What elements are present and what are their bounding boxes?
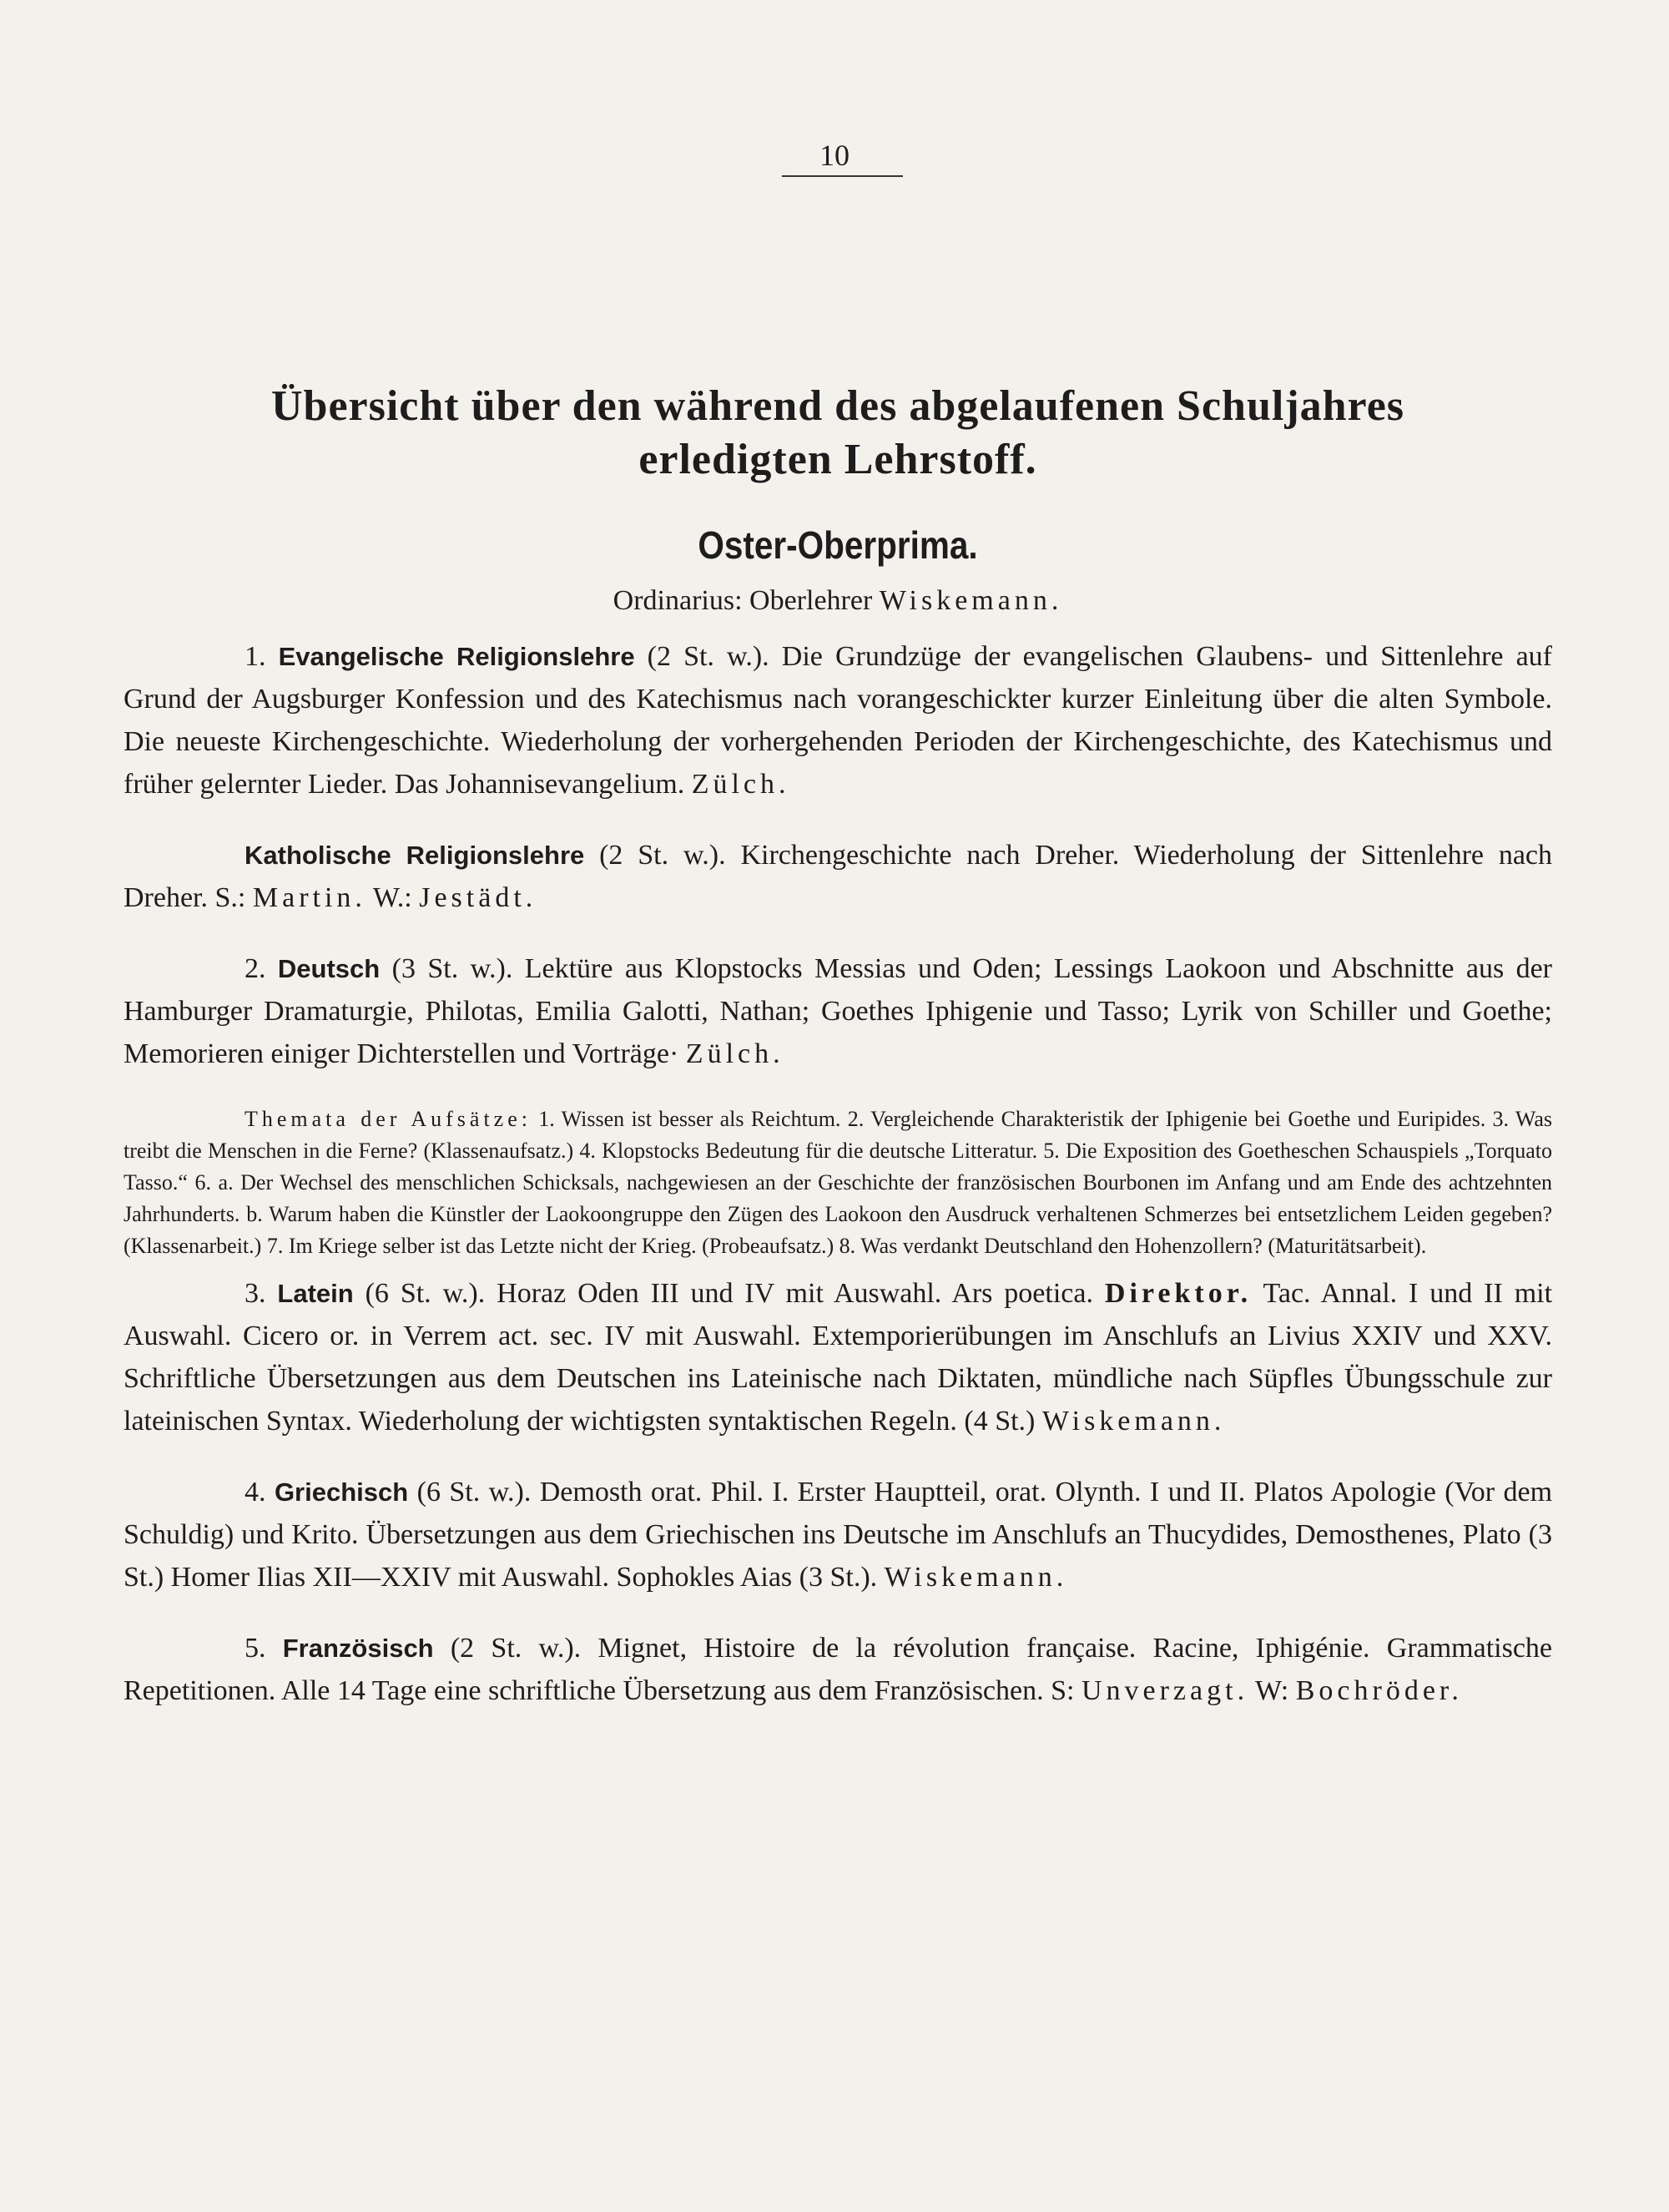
subject-text: (2 St. w.). Die Grundzüge der evangelischen Glaubens- und Sittenlehre auf Grund der Augsburger Konfession und des Katechismus nach vorangeschickter kurzer Einleitung über die alten Symbole. Die neueste Kirchengeschichte. Wiederholung der vorhergehenden Perioden der Kirchengeschichte, des Katechismus und früher gelernter Lieder. Das Johannisevangelium. <box>124 641 1552 800</box>
subject-religion-evangelisch <box>124 635 1552 806</box>
subject-name: Griechisch <box>274 1477 409 1507</box>
subject-name: Latein <box>277 1279 354 1308</box>
subject-number: 1. <box>245 641 266 672</box>
subject-text-part1: (6 St. w.). Horaz Oden III und IV mit Auswahl. Ars poetica. <box>365 1278 1093 1309</box>
ordinarius-label: Ordinarius: Oberlehrer <box>613 585 873 616</box>
main-title-line1: Übersicht über den während des abgelaufenen Schuljahres <box>270 382 1405 430</box>
essay-topics-text: 1. Wissen ist besser als Reichtum. 2. Vergleichende Charakteristik der Iphigenie bei Goethe und Euripides. 3. Was treibt die Menschen in die Ferne? (Klassenaufsatz.) 4. Klopstocks Bedeutung für die deutsche Litteratur. 5. Die Exposition des Goetheschen Schauspiels „Torquato Tasso.“ 6. a. Der Wechsel des menschlichen Schicksals, nachgewiesen an der Geschichte der französischen Bourbonen im Anfang und am Ende des achtzehnten Jahrhunderts. b. Warum haben die Künstler der Laokoongruppe den Zügen des Laokoon den Ausdruck verhaltenen Schmerzes bei entsetzlichem Leiden gegeben? (Klassenarbeit.) 7. Im Kriege selber ist das Letzte nicht der Krieg. (Probeaufsatz.) 8. Was verdankt Deutschland den Hohenzollern? (Maturitätsarbeit). <box>124 1107 1552 1258</box>
subject-text: (6 St. w.). Demosth orat. Phil. I. Erster Hauptteil, orat. Olynth. I und II. Platos Apologie (Vor dem Schuldig) und Krito. Übersetzungen aus dem Griechischen ins Deutsche im Anschlufs an Thucydides, Demosthenes, Plato (3 St.) Homer Ilias XII—XXIV mit Auswahl. Sophokles Aias (3 St.). <box>124 1477 1553 1593</box>
teacher-winter-label: W.: <box>372 882 412 913</box>
subject-teacher: Zülch. <box>685 1038 784 1069</box>
subject-name: Katholische Religionslehre <box>245 841 585 870</box>
subject-name: Französisch <box>282 1634 434 1663</box>
main-title <box>124 380 1552 487</box>
teacher-summer: Unverzagt. <box>1081 1675 1249 1706</box>
subject-religion-katholisch <box>124 834 1552 919</box>
subject-text: (3 St. w.). Lektüre aus Klopstocks Messias und Oden; Lessings Laokoon und Abschnitte aus der Hamburger Dramaturgie, Philotas, Emilia Galotti, Nathan; Goethes Iphigenie und Tasso; Lyrik von Schiller und Goethe; Memorieren einiger Dichterstellen und Vorträge· <box>124 953 1553 1069</box>
teacher-winter: Jestädt. <box>419 882 537 913</box>
subject-teacher-director: Direktor. <box>1104 1278 1253 1309</box>
class-title: Oster-Oberprima. <box>698 523 978 567</box>
subject-text: (2 St. w.). Kirchengeschichte nach Dreher. Wiederholung der Sittenlehre nach Dreher. <box>124 840 1553 913</box>
subject-number: 3. <box>245 1278 266 1309</box>
subject-number: 2. <box>245 953 266 984</box>
subject-teacher: Wiskemann. <box>884 1562 1068 1593</box>
ordinarius-line <box>124 582 1552 620</box>
main-title-line2: erledigten Lehrstoff. <box>638 436 1037 483</box>
teacher-winter: Bochröder. <box>1295 1675 1463 1706</box>
subject-text: (2 St. w.). Mignet, Histoire de la révolution française. Racine, Iphigénie. Grammatische Repetitionen. Alle 14 Tage eine schriftliche Übersetzung aus dem Französischen. <box>124 1633 1553 1706</box>
page-number-rule <box>782 175 903 177</box>
essay-topics <box>124 1103 1552 1262</box>
teacher-summer-label: S: <box>1051 1675 1075 1706</box>
teacher-summer-label: S.: <box>214 882 246 913</box>
subject-latein <box>124 1272 1552 1442</box>
subject-name: Evangelische Religionslehre <box>278 642 635 671</box>
subject-franzoesisch <box>124 1627 1552 1712</box>
ordinarius-name: Wiskemann. <box>879 585 1063 616</box>
essay-topics-label: Themata der Aufsätze: <box>245 1107 532 1131</box>
subject-griechisch <box>124 1471 1552 1598</box>
teacher-summer: Martin. <box>252 882 366 913</box>
subject-text-part2: Tac. Annal. I und II mit Auswahl. Cicero or. in Verrem act. sec. IV mit Auswahl. Extemporierübungen im Anschlufs an Livius XXIV und XXV. Schriftliche Übersetzungen aus dem Deutschen ins Lateinische nach Diktaten, mündliche nach Süpfles Übungsschule zur lateinischen Syntax. Wiederholung der wichtigsten syntaktischen Regeln. (4 St.) <box>124 1278 1553 1437</box>
page-number: 10 <box>819 139 850 172</box>
page-content <box>124 380 1552 1740</box>
subject-number: 4. <box>245 1477 266 1507</box>
subject-teacher: Wiskemann. <box>1041 1406 1226 1437</box>
subject-teacher: Zülch. <box>691 769 790 800</box>
subject-name: Deutsch <box>277 954 381 983</box>
teacher-winter-label: W: <box>1254 1675 1289 1706</box>
subject-deutsch <box>124 947 1552 1075</box>
subject-number: 5. <box>245 1633 266 1664</box>
